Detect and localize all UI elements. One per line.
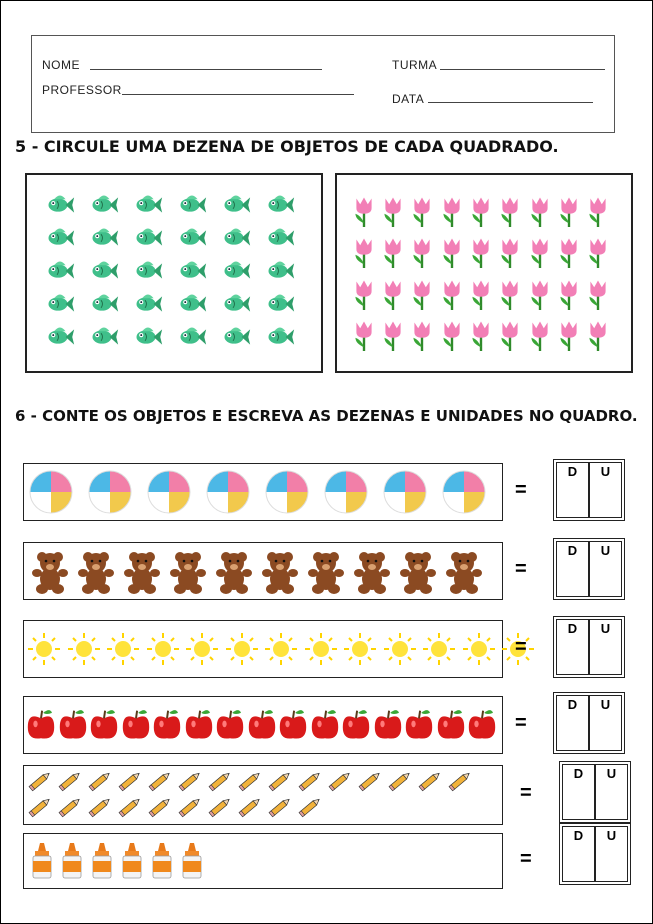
tulip-icon — [422, 249, 423, 250]
equals-sign: = — [520, 782, 532, 804]
teddy-bear-icon — [96, 571, 97, 572]
tulip-icon — [569, 208, 570, 209]
tens-label: D — [567, 464, 578, 479]
teddy-bear-icon — [464, 571, 465, 572]
question-6-title: 6 - CONTE OS OBJETOS E ESCREVA AS DEZENAS E UNIDADES NO QUADRO. — [15, 407, 638, 425]
units-cell[interactable] — [589, 619, 622, 675]
units-cell[interactable] — [589, 462, 622, 518]
beach-ball-icon — [287, 492, 288, 493]
tulip-icon — [569, 332, 570, 333]
fish-icon — [190, 205, 191, 206]
fish-icon — [234, 271, 235, 272]
tulip-icon — [452, 208, 453, 209]
sun-icon — [400, 649, 401, 650]
teacher-label: PROFESSOR — [42, 83, 122, 97]
apple-icon — [136, 725, 137, 726]
fish-icon — [234, 205, 235, 206]
tulip-icon — [540, 249, 541, 250]
glue-bottle-icon — [132, 861, 133, 862]
fish-icon — [278, 205, 279, 206]
fish-icon — [58, 271, 59, 272]
fish-icon — [146, 337, 147, 338]
sun-icon — [202, 649, 203, 650]
fish-icon — [278, 271, 279, 272]
units-cell[interactable] — [589, 695, 622, 751]
pencil-icon — [190, 807, 191, 808]
pencil-icon — [40, 781, 41, 782]
tens-units-box[interactable] — [559, 761, 631, 823]
date-field[interactable] — [428, 102, 593, 103]
apple-icon — [482, 725, 483, 726]
apple-icon — [419, 725, 420, 726]
beach-ball-icon — [51, 492, 52, 493]
apple-icon — [356, 725, 357, 726]
counting-row-4[interactable] — [23, 696, 503, 754]
tulip-icon — [569, 291, 570, 292]
units-label: U — [600, 543, 611, 558]
tulip-icon — [393, 249, 394, 250]
units-cell[interactable] — [595, 764, 628, 820]
fish-icon — [102, 304, 103, 305]
date-label: DATA — [392, 92, 425, 106]
units-label: U — [600, 697, 611, 712]
pencil-icon — [280, 807, 281, 808]
tulip-icon — [598, 291, 599, 292]
tulip-icon — [510, 208, 511, 209]
fish-icon — [102, 238, 103, 239]
fish-icon — [234, 304, 235, 305]
tulip-icon — [510, 249, 511, 250]
teddy-bear-icon — [188, 571, 189, 572]
question-5-title: 5 - CIRCULE UMA DEZENA DE OBJETOS DE CADA QUADRADO. — [15, 137, 559, 156]
tulip-icon — [452, 332, 453, 333]
teddy-bear-icon — [418, 571, 419, 572]
glue-bottle-icon — [72, 861, 73, 862]
pencil-icon — [160, 807, 161, 808]
tens-units-box[interactable] — [553, 538, 625, 600]
pencil-icon — [100, 807, 101, 808]
tulip-icon — [569, 249, 570, 250]
pencil-icon — [160, 781, 161, 782]
apple-icon — [199, 725, 200, 726]
tens-cell[interactable] — [556, 462, 589, 518]
class-label: TURMA — [392, 58, 438, 72]
teddy-bear-icon — [280, 571, 281, 572]
tens-units-box[interactable] — [553, 692, 625, 754]
tulip-icon — [540, 291, 541, 292]
pencil-icon — [70, 807, 71, 808]
sun-icon — [439, 649, 440, 650]
sun-icon — [163, 649, 164, 650]
fish-icon — [102, 205, 103, 206]
tens-label: D — [567, 697, 578, 712]
glue-bottle-icon — [192, 861, 193, 862]
tulip-icon — [481, 332, 482, 333]
pencil-icon — [400, 781, 401, 782]
name-field[interactable] — [90, 69, 322, 70]
glue-bottle-icon — [42, 861, 43, 862]
tulip-icon — [540, 208, 541, 209]
sun-icon — [242, 649, 243, 650]
fish-icon — [146, 238, 147, 239]
apple-icon — [325, 725, 326, 726]
pencil-icon — [70, 781, 71, 782]
teddy-bear-icon — [142, 571, 143, 572]
tulip-icon — [481, 208, 482, 209]
tens-label: D — [567, 621, 578, 636]
student-info-header — [31, 35, 615, 133]
pencil-icon — [100, 781, 101, 782]
tens-cell[interactable] — [556, 541, 589, 597]
fish-icon — [58, 238, 59, 239]
tulip-icon — [364, 208, 365, 209]
pencil-icon — [340, 781, 341, 782]
fish-icon — [146, 271, 147, 272]
sun-icon — [123, 649, 124, 650]
fish-icon — [278, 337, 279, 338]
units-label: U — [606, 828, 617, 843]
fish-icon — [190, 304, 191, 305]
pencil-icon — [370, 781, 371, 782]
fish-box[interactable] — [25, 173, 323, 373]
tulip-icon — [422, 291, 423, 292]
counting-row-1[interactable] — [23, 463, 503, 521]
apple-icon — [104, 725, 105, 726]
apple-icon — [41, 725, 42, 726]
units-cell[interactable] — [589, 541, 622, 597]
fish-icon — [58, 337, 59, 338]
equals-sign: = — [520, 848, 532, 870]
fish-icon — [146, 304, 147, 305]
tulip-icon — [598, 332, 599, 333]
tulip-icon — [481, 249, 482, 250]
fish-icon — [102, 271, 103, 272]
beach-ball-icon — [346, 492, 347, 493]
name-label: NOME — [42, 58, 80, 72]
tulip-icon — [364, 291, 365, 292]
apple-icon — [451, 725, 452, 726]
units-label: U — [600, 621, 611, 636]
tens-units-box[interactable] — [553, 616, 625, 678]
pencil-icon — [430, 781, 431, 782]
sun-icon — [84, 649, 85, 650]
tulip-icon — [393, 208, 394, 209]
tulip-icon — [510, 332, 511, 333]
teddy-bear-icon — [372, 571, 373, 572]
tulip-icon — [452, 249, 453, 250]
teacher-field[interactable] — [122, 94, 354, 95]
tulip-icon — [481, 291, 482, 292]
fish-icon — [234, 337, 235, 338]
tulip-icon — [422, 332, 423, 333]
teddy-bear-icon — [50, 571, 51, 572]
fish-icon — [146, 205, 147, 206]
tulip-icon — [364, 249, 365, 250]
pencil-icon — [310, 781, 311, 782]
sun-icon — [479, 649, 480, 650]
tens-cell[interactable] — [562, 764, 595, 820]
fish-icon — [190, 271, 191, 272]
beach-ball-icon — [405, 492, 406, 493]
fish-icon — [278, 238, 279, 239]
teddy-bear-icon — [326, 571, 327, 572]
sun-icon — [44, 649, 45, 650]
beach-ball-icon — [464, 492, 465, 493]
pencil-icon — [130, 807, 131, 808]
equals-sign: = — [515, 479, 527, 501]
tulip-icon — [598, 249, 599, 250]
apple-icon — [167, 725, 168, 726]
fish-icon — [58, 205, 59, 206]
tens-label: D — [573, 766, 584, 781]
tulip-icon — [364, 332, 365, 333]
tulip-box[interactable] — [335, 173, 633, 373]
pencil-icon — [250, 781, 251, 782]
counting-row-3[interactable] — [23, 620, 503, 678]
fish-icon — [234, 238, 235, 239]
apple-icon — [293, 725, 294, 726]
pencil-icon — [130, 781, 131, 782]
pencil-icon — [280, 781, 281, 782]
class-field[interactable] — [440, 69, 605, 70]
tens-cell[interactable] — [556, 619, 589, 675]
tens-units-box[interactable] — [559, 823, 631, 885]
apple-icon — [230, 725, 231, 726]
sun-icon — [321, 649, 322, 650]
units-cell[interactable] — [595, 826, 628, 882]
counting-row-5[interactable] — [23, 765, 503, 825]
units-label: U — [600, 464, 611, 479]
equals-sign: = — [515, 636, 527, 658]
fish-icon — [190, 337, 191, 338]
pencil-icon — [310, 807, 311, 808]
tens-label: D — [567, 543, 578, 558]
tulip-icon — [598, 208, 599, 209]
tulip-icon — [422, 208, 423, 209]
pencil-icon — [460, 781, 461, 782]
sun-icon — [281, 649, 282, 650]
apple-icon — [262, 725, 263, 726]
fish-icon — [190, 238, 191, 239]
pencil-icon — [250, 807, 251, 808]
tulip-icon — [393, 291, 394, 292]
beach-ball-icon — [110, 492, 111, 493]
glue-bottle-icon — [162, 861, 163, 862]
counting-row-2[interactable] — [23, 542, 503, 600]
fish-icon — [58, 304, 59, 305]
counting-row-6[interactable] — [23, 833, 503, 889]
tulip-icon — [452, 291, 453, 292]
sun-icon — [360, 649, 361, 650]
tens-cell[interactable] — [562, 826, 595, 882]
units-label: U — [606, 766, 617, 781]
tens-label: D — [573, 828, 584, 843]
apple-icon — [388, 725, 389, 726]
beach-ball-icon — [169, 492, 170, 493]
beach-ball-icon — [228, 492, 229, 493]
apple-icon — [73, 725, 74, 726]
teddy-bear-icon — [234, 571, 235, 572]
pencil-icon — [220, 807, 221, 808]
fish-icon — [102, 337, 103, 338]
pencil-icon — [40, 807, 41, 808]
tulip-icon — [540, 332, 541, 333]
pencil-icon — [190, 781, 191, 782]
tens-cell[interactable] — [556, 695, 589, 751]
glue-bottle-icon — [102, 861, 103, 862]
tens-units-box[interactable] — [553, 459, 625, 521]
fish-icon — [278, 304, 279, 305]
tulip-icon — [393, 332, 394, 333]
equals-sign: = — [515, 712, 527, 734]
tulip-icon — [510, 291, 511, 292]
equals-sign: = — [515, 558, 527, 580]
pencil-icon — [220, 781, 221, 782]
